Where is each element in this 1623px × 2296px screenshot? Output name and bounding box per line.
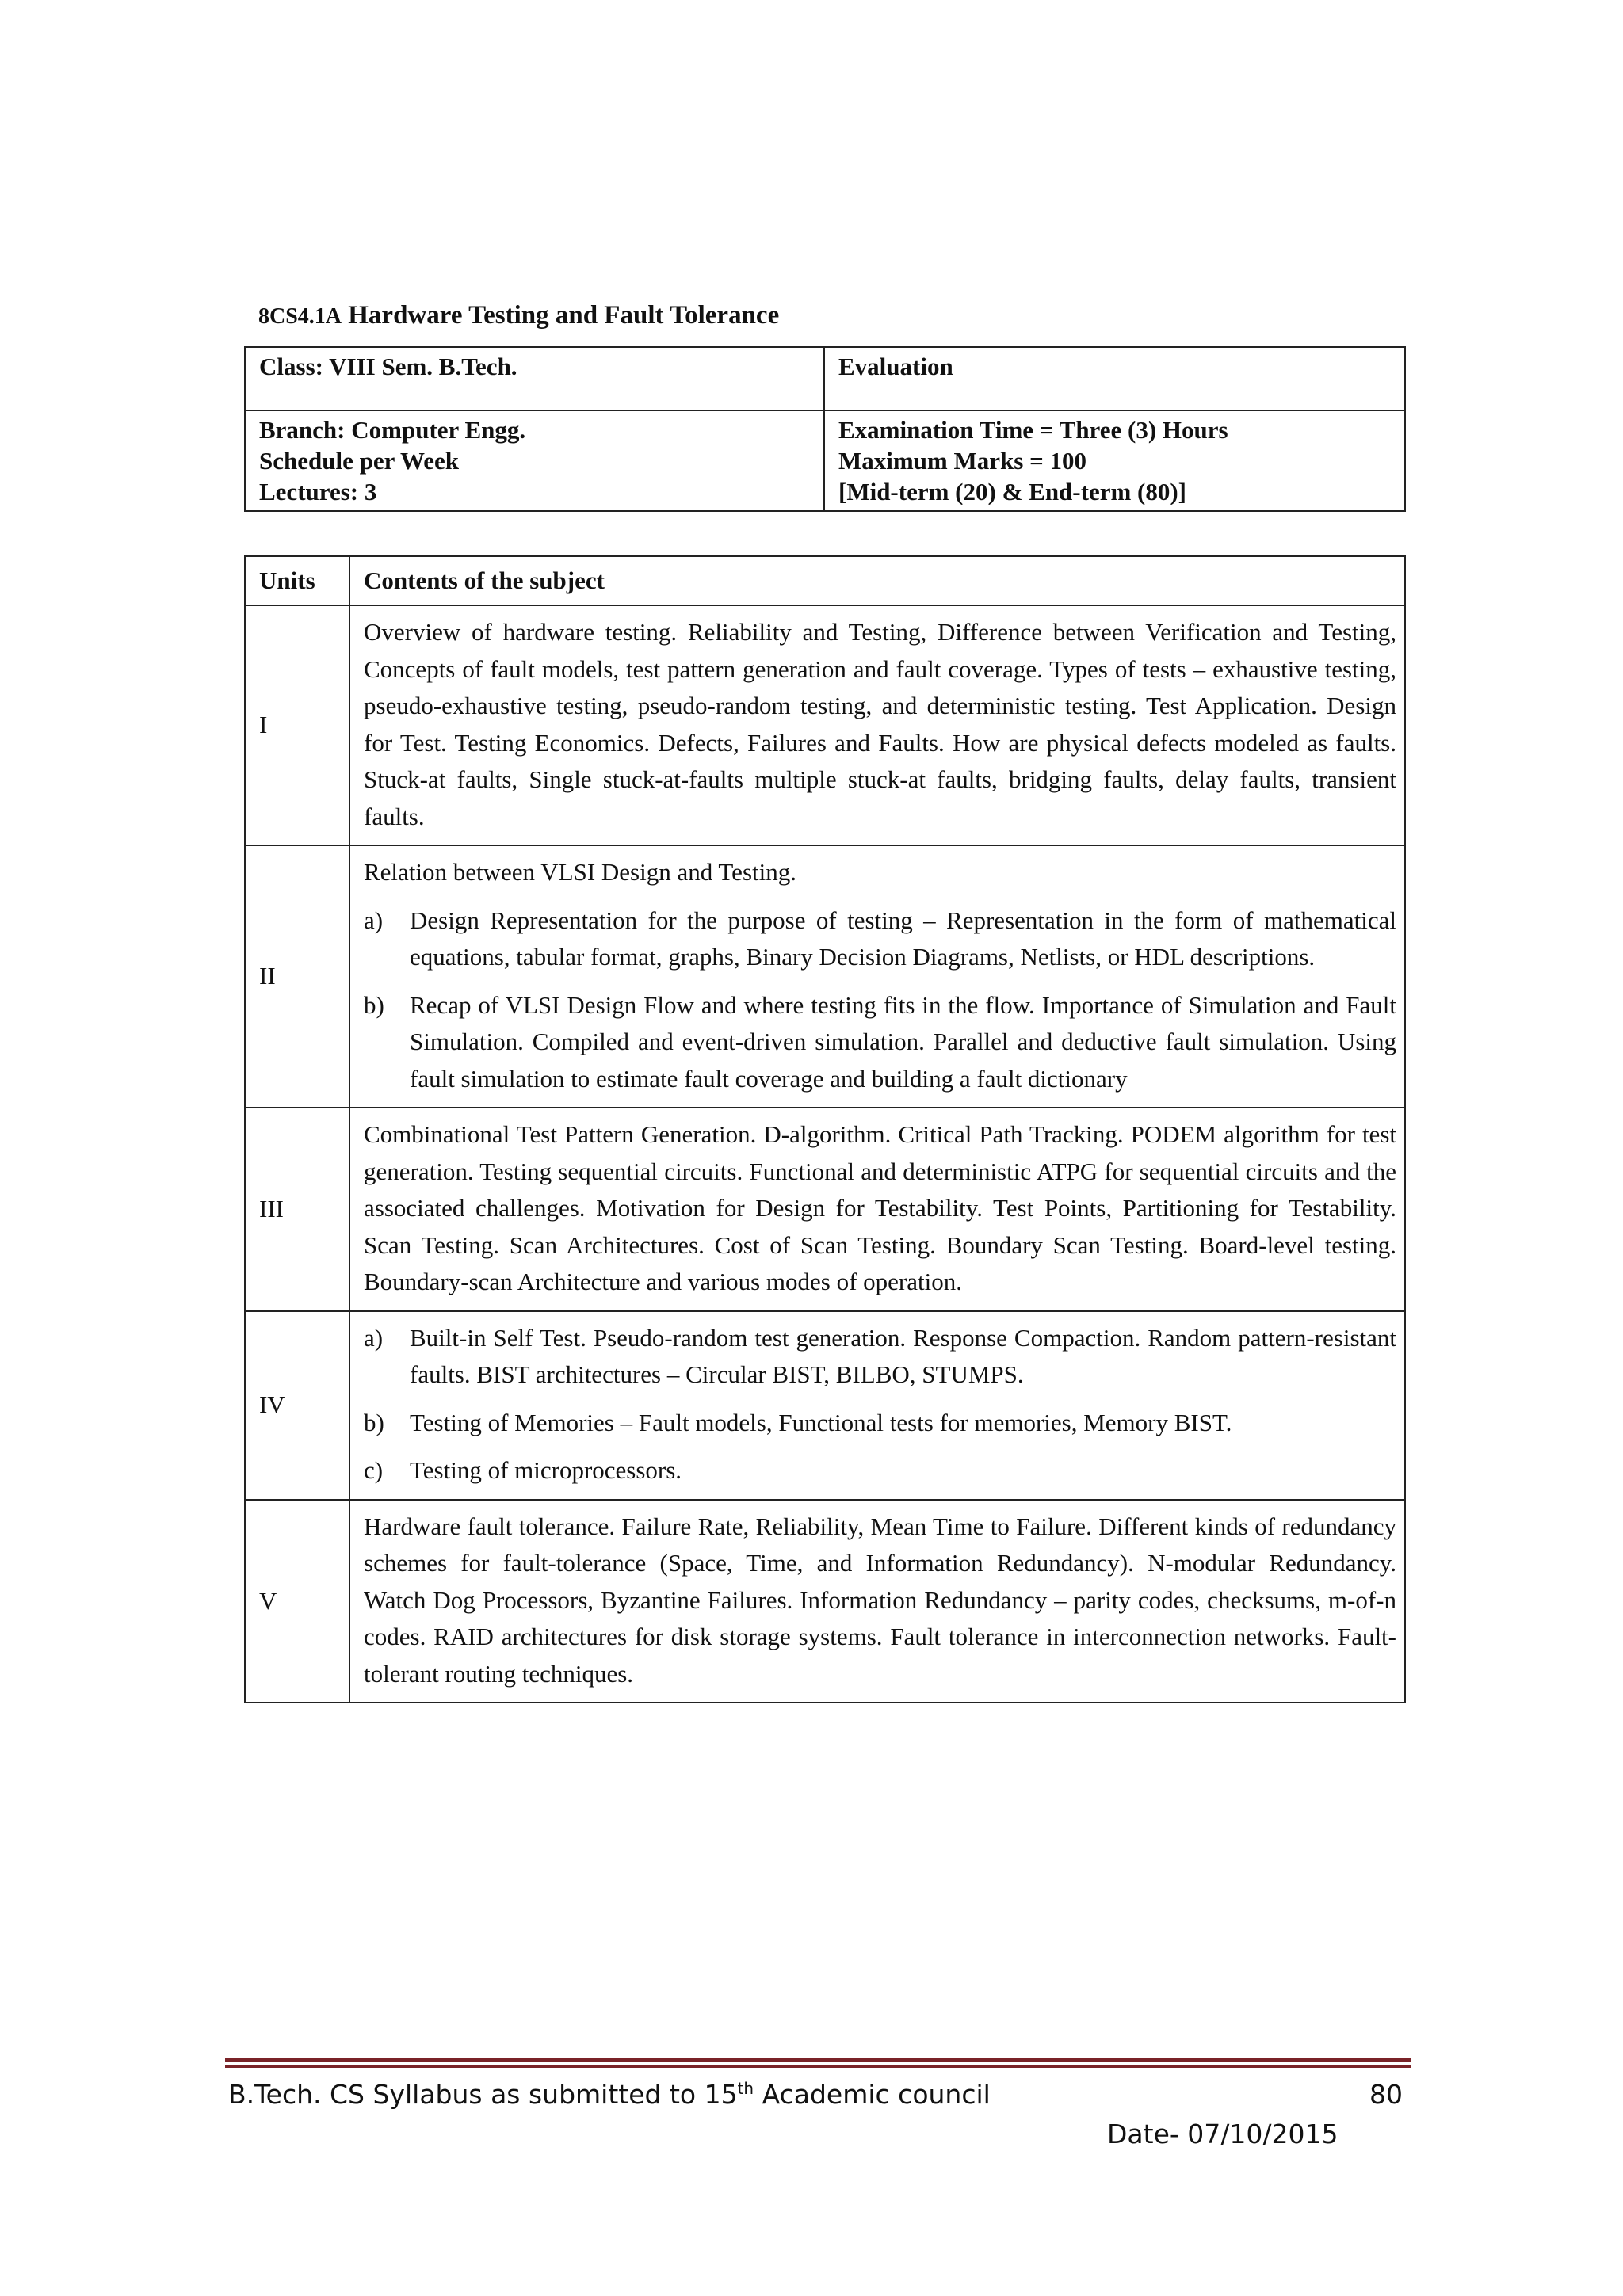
branch-cell [245,410,824,511]
item-text: Testing of microprocessors. [410,1456,682,1484]
info-row-details [245,410,1405,511]
footer-rule-thin [225,2065,1411,2068]
unit-list-item [364,1320,1396,1394]
unit-row-2 [245,845,1405,1108]
course-info-table [244,346,1406,512]
footer-syllabus-note [228,2079,991,2110]
evaluation-cell [824,347,1405,410]
unit-row-1 [245,605,1405,845]
item-label: b) [364,990,384,1019]
unit-list-item [364,1452,1396,1489]
item-label: a) [364,1323,384,1352]
unit-list-item [364,902,1396,976]
unit-number: II [245,845,349,1108]
schedule-label: Schedule per Week [259,447,460,475]
footer-superscript: th [737,2079,754,2098]
unit-text: Overview of hardware testing. Reliability and Testing, Difference between Verification and Testing, Concepts of fault models, test pattern generation and fault coverage. Types of tests – exhaustive testing, pseudo-exhaustive testing, pseudo-random testing, and deterministic testing. Test Application. Design for Test. Testing Economics. Defects, Failures and Faults. How are physical defects modeled as faults. Stuck-at faults, Single stuck-at-faults multiple stuck-at faults, bridging faults, delay faults, transient faults. [364,618,1396,830]
footer-text-main: B.Tech. CS Syllabus as submitted to 15 [228,2079,738,2110]
course-title [258,301,779,330]
unit-row-5 [245,1500,1405,1703]
unit-list-item [364,987,1396,1098]
item-label: a) [364,906,384,934]
exam-cell [824,410,1405,511]
item-text: Recap of VLSI Design Flow and where testing fits in the flow. Importance of Simulation and Fault Simulation. Compiled and event-driven simulation. Parallel and deductive fault simulation. Using fault simulation to estimate fault coverage and building a fault dictionary [410,990,1396,1093]
info-row-header [245,347,1405,410]
units-table [244,555,1406,1703]
evaluation-label: Evaluation [838,353,953,380]
item-label: b) [364,1408,384,1436]
unit-row-4 [245,1311,1405,1500]
course-name: Hardware Testing and Fault Tolerance [348,301,780,330]
footer-rule [225,2058,1411,2062]
item-text: Design Representation for the purpose of testing – Representation in the form of mathematical equations, tabular format, graphs, Binary Decision Diagrams, Netlists, or HDL descriptions. [410,906,1396,971]
units-table-header [245,556,1405,605]
unit-content [349,1108,1405,1311]
class-label: Class: VIII Sem. B.Tech. [259,353,517,380]
class-cell [245,347,824,410]
unit-text: Combinational Test Pattern Generation. D-algorithm. Critical Path Tracking. PODEM algorithm for test generation. Testing sequential circuits. Functional and deterministic ATPG for sequential circuits and the associated challenges. Motivation for Design for Testability. Test Points, Partitioning for Testability. Scan Testing. Scan Architectures. Cost of Scan Testing. Boundary Scan Testing. Board-level testing. Boundary-scan Architecture and various modes of operation. [364,1120,1396,1295]
footer-date: Date- 07/10/2015 [1107,2119,1338,2149]
page-number: 80 [1369,2079,1403,2110]
item-label: c) [364,1456,384,1484]
unit-content [349,1500,1405,1703]
unit-number: III [245,1108,349,1311]
exam-time-label: Examination Time = Three (3) Hours [838,416,1228,444]
max-marks-label: Maximum Marks = 100 [838,447,1086,475]
unit-intro: Relation between VLSI Design and Testing. [364,858,796,886]
item-text: Built-in Self Test. Pseudo-random test generation. Response Compaction. Random pattern-resistant faults. BIST architectures – Circular BIST, BILBO, STUMPS. [410,1323,1396,1388]
branch-label: Branch: Computer Engg. [259,416,526,444]
lectures-label: Lectures: 3 [259,478,377,505]
unit-number: I [245,605,349,845]
unit-list-item [364,1405,1396,1442]
unit-number: IV [245,1311,349,1500]
unit-row-3 [245,1108,1405,1311]
unit-content [349,1311,1405,1500]
units-header: Units [245,556,349,605]
unit-text: Hardware fault tolerance. Failure Rate, Reliability, Mean Time to Failure. Different kinds of redundancy schemes for fault-tolerance (Space, Time, and Information Redundancy). N-modular Redundancy. Watch Dog Processors, Byzantine Failures. Information Redundancy – parity codes, checksums, m-of-n codes. RAID architectures for disk storage systems. Fault tolerance in interconnection networks. Fault-tolerant routing techniques. [364,1512,1396,1688]
contents-header: Contents of the subject [349,556,1405,605]
unit-content [349,845,1405,1108]
footer-text-end: Academic council [754,2079,991,2110]
unit-content [349,605,1405,845]
course-code: 8CS4.1A [258,304,342,329]
mark-split-label: [Mid-term (20) & End-term (80)] [838,478,1187,505]
item-text: Testing of Memories – Fault models, Functional tests for memories, Memory BIST. [410,1408,1232,1436]
unit-number: V [245,1500,349,1703]
